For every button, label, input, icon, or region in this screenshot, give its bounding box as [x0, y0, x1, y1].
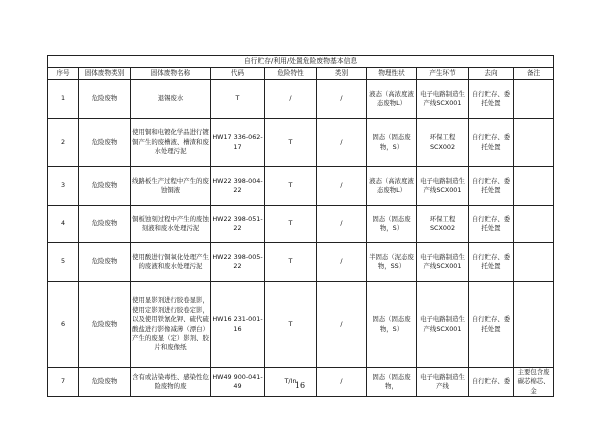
row-name: 使用显影剂进行胶卷显影，使用定影剂进行胶卷定影，以及使用铁氰化钾、硫代硫酸盐进行影像减薄（漂白）产生的废显（定）影剂、胶片和废像纸	[131, 282, 211, 368]
col-header-note: 备注	[514, 68, 554, 80]
row-state: 液态（高浓度液态废物L）	[367, 80, 417, 119]
row-category: 危险废物	[79, 167, 131, 206]
row-code: HW22 398-051-22	[211, 206, 265, 243]
row-stage: 环保工程SCX002	[417, 119, 469, 167]
row-destination: 自行贮存、委托处置	[469, 206, 514, 243]
row-destination: 自行贮存、委托处置	[469, 282, 514, 368]
row-stage: 电子电路制造生产线	[417, 368, 469, 397]
page-number: 16	[294, 381, 306, 390]
table-row	[48, 167, 554, 206]
row-destination: 自行贮存、委托处置	[469, 80, 514, 119]
col-header-name: 固体废物名称	[131, 68, 211, 80]
table-header-row	[48, 68, 554, 80]
col-header-stage: 产生环节	[417, 68, 469, 80]
row-category: 危险废物	[79, 206, 131, 243]
table-row	[48, 80, 554, 119]
row-class: /	[317, 243, 367, 282]
table-title-row	[48, 56, 554, 68]
row-category: 危险废物	[79, 282, 131, 368]
row-note	[514, 243, 554, 282]
row-hazard: T	[265, 282, 317, 368]
row-stage: 电子电路制造生产线SCX001	[417, 243, 469, 282]
row-code: T	[211, 80, 265, 119]
table-row	[48, 206, 554, 243]
row-no: 6	[48, 282, 79, 368]
row-name: 线路板生产过程中产生的废蚀铜液	[131, 167, 211, 206]
row-class: /	[317, 282, 367, 368]
row-no: 3	[48, 167, 79, 206]
row-no: 2	[48, 119, 79, 167]
row-destination: 自行贮存、委托处置	[469, 243, 514, 282]
row-stage: 环保工程SCX002	[417, 206, 469, 243]
row-stage: 电子电路制造生产线SCX001	[417, 80, 469, 119]
row-name: 铜板蚀刻过程中产生的废蚀刻液和废水处理污泥	[131, 206, 211, 243]
row-code: HW22 398-004-22	[211, 167, 265, 206]
row-note	[514, 282, 554, 368]
row-note	[514, 80, 554, 119]
row-no: 1	[48, 80, 79, 119]
row-state: 固态（固态废物，S）	[367, 119, 417, 167]
row-note	[514, 206, 554, 243]
row-note	[514, 167, 554, 206]
row-hazard: /	[265, 80, 317, 119]
row-name: 含有或沾染毒性、感染性危险废物的废	[131, 368, 211, 397]
col-header-hazard: 危险特性	[265, 68, 317, 80]
row-category: 危险废物	[79, 243, 131, 282]
row-stage: 电子电路制造生产线SCX001	[417, 282, 469, 368]
row-no: 7	[48, 368, 79, 397]
col-header-no: 序号	[48, 68, 79, 80]
row-class: /	[317, 80, 367, 119]
row-category: 危险废物	[79, 119, 131, 167]
row-no: 4	[48, 206, 79, 243]
col-header-category: 固体废物类别	[79, 68, 131, 80]
row-class: /	[317, 167, 367, 206]
table-row	[48, 243, 554, 282]
col-header-class: 类别	[317, 68, 367, 80]
hazardous-waste-table	[47, 55, 554, 397]
row-note	[514, 119, 554, 167]
row-destination: 自行贮存、委托处置	[469, 167, 514, 206]
row-hazard: T	[265, 243, 317, 282]
row-class: /	[317, 119, 367, 167]
table-title: 自行贮存/利用/处置危险废物基本信息	[48, 56, 554, 68]
row-hazard: T	[265, 167, 317, 206]
row-name: 退锡废水	[131, 80, 211, 119]
row-code: HW16 231-001-16	[211, 282, 265, 368]
table-row	[48, 119, 554, 167]
row-code: HW49 900-041-49	[211, 368, 265, 397]
row-class: /	[317, 206, 367, 243]
row-code: HW17 336-062-17	[211, 119, 265, 167]
row-name: 使用铜和电镀化学品进行镀铜产生的废槽液、槽渣和废水处理污泥	[131, 119, 211, 167]
col-header-state: 物理性状	[367, 68, 417, 80]
table-row	[48, 282, 554, 368]
row-category: 危险废物	[79, 80, 131, 119]
row-stage: 电子电路制造生产线SCX001	[417, 167, 469, 206]
row-hazard: T	[265, 206, 317, 243]
col-header-code: 代码	[211, 68, 265, 80]
col-header-destination: 去向	[469, 68, 514, 80]
row-note: 主要包含废碳芯棉芯、金	[514, 368, 554, 397]
row-destination: 自行贮存、委托处置	[469, 119, 514, 167]
row-state: 固态（固态废物，S）	[367, 206, 417, 243]
row-hazard: T/In	[265, 368, 317, 397]
row-no: 5	[48, 243, 79, 282]
row-state: 液态（高浓度液态废物L）	[367, 167, 417, 206]
row-class: /	[317, 368, 367, 397]
row-state: 固态（固态废物，	[367, 368, 417, 397]
row-destination: 自行贮存、委	[469, 368, 514, 397]
row-hazard: T	[265, 119, 317, 167]
row-state: 半固态（泥态废物，SS）	[367, 243, 417, 282]
row-code: HW22 398-005-22	[211, 243, 265, 282]
row-name: 使用酸进行铜氧化处理产生的废液和废水处理污泥	[131, 243, 211, 282]
row-category: 危险废物	[79, 368, 131, 397]
row-state: 固态（固态废物，S）	[367, 282, 417, 368]
